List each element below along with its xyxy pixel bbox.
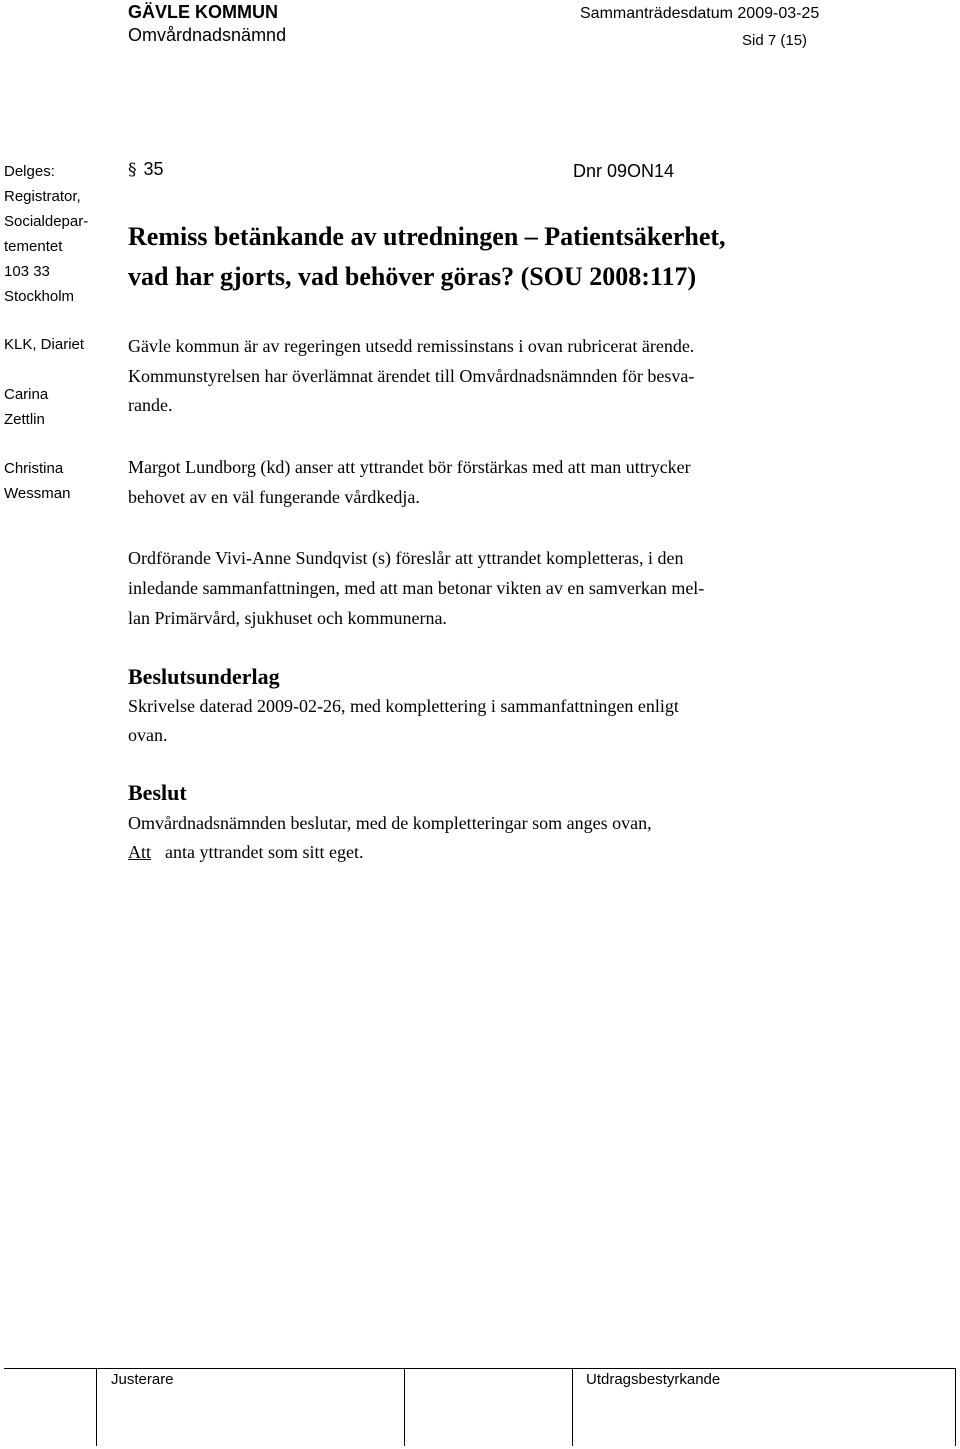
body-line: Omvårdnadsnämnden beslutar, med de kompletteringar som anges ovan, xyxy=(128,813,652,833)
footer-box-edge xyxy=(96,1368,97,1446)
beslutsunderlag-heading: Beslutsunderlag xyxy=(128,664,280,689)
meeting-date: Sammanträdesdatum 2009-03-25 xyxy=(580,5,820,22)
recipient-line: KLK, Diariet xyxy=(4,336,85,353)
diary-number: Dnr 09ON14 xyxy=(573,161,675,181)
att-keyword: Att xyxy=(128,842,152,862)
body-line: Margot Lundborg (kd) anser att yttrandet bör förstärkas med att man uttrycker xyxy=(128,457,691,477)
footer-rule xyxy=(4,1368,956,1369)
body-line: Ordförande Vivi-Anne Sundqvist (s) föreslår att yttrandet kompletteras, i den xyxy=(128,548,684,568)
footer-box-edge xyxy=(955,1368,956,1446)
footer-box-edge xyxy=(404,1368,405,1446)
recipient-line: 103 33 xyxy=(4,263,50,280)
beslut-heading: Beslut xyxy=(128,780,187,805)
page-number: Sid 7 (15) xyxy=(742,32,808,49)
body-line: Skrivelse daterad 2009-02-26, med komplettering i sammanfattningen enligt xyxy=(128,696,679,716)
recipient-line: tementet xyxy=(4,238,63,255)
decision-line xyxy=(128,842,363,863)
recipient-line: Socialdepar- xyxy=(4,213,89,230)
footer-box-edge xyxy=(572,1368,573,1446)
utdragsbestyrkande-label: Utdragsbestyrkande xyxy=(586,1371,721,1388)
body-line: inledande sammanfattningen, med att man betonar vikten av en samverkan mel- xyxy=(128,578,705,598)
justerare-label: Justerare xyxy=(111,1371,174,1388)
body-line: Kommunstyrelsen har överlämnat ärendet till Omvårdnadsnämnden för besva- xyxy=(128,366,695,386)
recipient-line: Zettlin xyxy=(4,411,45,428)
section-title-line: vad har gjorts, vad behöver göras? (SOU 2008:117) xyxy=(128,262,697,291)
body-line: rande. xyxy=(128,395,173,415)
section-title-line: Remiss betänkande av utredningen – Patientsäkerhet, xyxy=(128,222,726,251)
body-line: Gävle kommun är av regeringen utsedd remissinstans i ovan rubricerat ärende. xyxy=(128,336,695,356)
delges-label: Delges: xyxy=(4,163,55,180)
body-line: ovan. xyxy=(128,725,168,745)
board-name: Omvårdnadsnämnd xyxy=(128,25,287,45)
recipient-line: Registrator, xyxy=(4,188,81,205)
section-number: 35 xyxy=(143,159,164,179)
recipient-line: Stockholm xyxy=(4,288,75,305)
section-symbol: § xyxy=(128,160,137,180)
recipient-line: Wessman xyxy=(4,485,71,502)
organization-name: GÄVLE KOMMUN xyxy=(128,2,278,22)
decision-text: anta yttrandet som sitt eget. xyxy=(165,842,364,862)
body-line: lan Primärvård, sjukhuset och kommunerna. xyxy=(128,608,447,628)
paragraph-number xyxy=(128,159,164,180)
recipient-line: Christina xyxy=(4,460,64,477)
body-line: behovet av en väl fungerande vårdkedja. xyxy=(128,487,420,507)
recipient-line: Carina xyxy=(4,386,49,403)
